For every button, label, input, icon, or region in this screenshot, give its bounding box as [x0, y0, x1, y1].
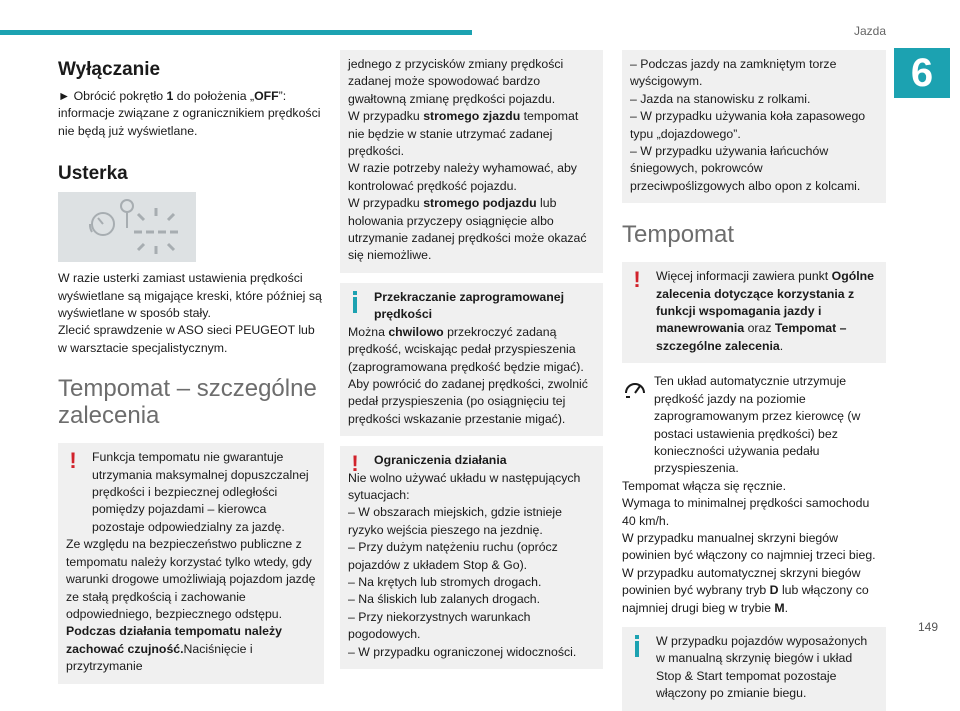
list-item: – Na krętych lub stromych drogach.: [348, 574, 542, 589]
heading-off: Wyłączanie: [58, 59, 161, 80]
page-number: 149: [917, 620, 938, 634]
warning-exclamation-icon: !: [69, 448, 77, 474]
fault-text: W razie usterki zamiast ustawienia prędkości wyświetlane są migające kreski, które później są wyświetlane w sposób stały.: [58, 271, 322, 321]
list-item: – Na śliskich lub zalanych drogach.: [348, 592, 541, 607]
warning-notice-limits: ! Ograniczenia działania Nie wolno używać układu w następujących sytuacjach: – W obszarach miejskich, gdzie istnieje ryzyko wejścia pieszego na jezdnię. – Przy dużym natężeniu ruchu (oprócz pojazdów z układem Stop & Go). – Na krętych lub stromych drogach. – Na śliskich lub zalanych drogach. – Przy niekorzystnych warunkach pogodowych. – W przypadku ograniczonej widoczności.: [340, 446, 603, 669]
list-item: – Przy dużym natężeniu ruchu (oprócz pojazdów z układem Stop & Go).: [348, 540, 558, 572]
list-item: – Jazda na stanowisku z rolkami.: [630, 91, 811, 106]
limits-continuation: [622, 50, 886, 203]
list-item: – W przypadku używania koła zapasowego typu „dojazdowego”.: [630, 109, 866, 141]
warning-exclamation-icon: !: [351, 451, 359, 477]
heading-fault: Usterka: [58, 163, 128, 185]
column-3: – Podczas jazdy na zamkniętym torze wyścigowym. – Jazda na stanowisku z rolkami. – W przypadku używania koła zapasowego typu „dojazdowego”. – W przypadku używania łańcuchów śniegowych, pokrowców przeciwpoślizgowych albo opon z kolcami. Tempomat ! Więcej informacji zawiera punkt Ogólne zalecenia dotyczące korzystania z funkcji wspomagania jazdy i manewrowania oraz Tempomat – szczególne zalecenia. Ten układ automatycznie utrzymuje prędkość jazdy na poziomie zaprogramowanym przez kierowcę (w postaci ustawienia prędkości) bez konieczności używania pedału przyspieszenia. Tempomat włącza się ręcznie. Wymaga to minimalnej prędkości samochodu 40 km/h. W przypadku manualnej skrzyni biegów powinien być włączony co najmniej trzeci bieg. W przypadku automatycznej skrzyni biegów powinien być wybrany tryb D lub włączony co najmniej drugi bieg w trybie M. W przypadku pojazdów wyposażonych w manualną skrzynię biegów i układ Stop & Start tempomat pozostaje włączony po zmianie biegu.: [622, 50, 886, 711]
info-notice-stopstart: W przypadku pojazdów wyposażonych w manualną skrzynię biegów i układ Stop & Start tempomat pozostaje włączony po zmianie biegu.: [622, 627, 886, 711]
column-2: [340, 50, 603, 669]
list-item: – Przy niekorzystnych warunkach pogodowych.: [348, 609, 531, 642]
column-1: [58, 50, 324, 684]
list-item: – W przypadku używania łańcuchów śniegowych, pokrowców przeciwpoślizgowych albo opon z kolcami.: [630, 144, 861, 193]
cruise-control-icon: [622, 375, 648, 401]
warning-continuation: jednego z przycisków zmiany prędkości zadanej może spowodować bardzo gwałtowną zmianę prędkości pojazdu. W przypadku stromego zjazdu tempomat nie będzie w stanie utrzymać zadanej prędkości. W razie potrzeby należy wyhamować, aby kontrolować prędkość pojazdu. W przypadku stromego podjazdu lub holowania przyczepy osiągnięcie albo utrzymanie zadanej prędkości może okazać się niemożliwe.: [340, 50, 603, 273]
list-item: – W obszarach miejskich, gdzie istnieje ryzyko wejścia pieszego na jezdnię.: [348, 505, 562, 537]
speed-limiter-fault-icon: [58, 192, 196, 262]
chapter-number-badge: 6: [894, 48, 950, 98]
warning-notice: ! Funkcja tempomatu nie gwarantuje utrzymania maksymalnej dopuszczalnej prędkości i bezpiecznej odległości pomiędzy pojazdami – kierowca pozostaje odpowiedzialny za jazdę. Ze względu na bezpieczeństwo publiczne z tempomatu należy korzystać tylko wtedy, gdy warunki drogowe umożliwiają pojazdom jazdę ze stałą prędkością i zachowanie odpowiedniego, bezpiecznego odstępu. Podczas działania tempomatu należy zachować czujność.Naciśnięcie i przytrzymanie: [58, 443, 324, 683]
heading-tempomat: Tempomat: [622, 221, 735, 249]
warning-exclamation-icon: !: [633, 267, 641, 293]
warning-notice-reference: ! Więcej informacji zawiera punkt Ogólne zalecenia dotyczące korzystania z funkcji wspomagania jazdy i manewrowania oraz Tempomat – szczególne zalecenia.: [622, 262, 886, 363]
off-instruction: ► Obrócić pokrętło 1 do położenia „OFF”: informacje związane z ogranicznikiem prędkości nie będą już wyświetlane.: [58, 89, 321, 138]
list-item: – Podczas jazdy na zamkniętym torze wyścigowym.: [630, 57, 837, 89]
info-icon: [350, 291, 360, 313]
fault-text-2: Zlecić sprawdzenie w ASO sieci PEUGEOT lub w warsztacie specjalistycznym.: [58, 323, 315, 355]
info-notice-overspeed: Przekraczanie zaprogramowanej prędkości Można chwilowo przekroczyć zadaną prędkość, wciskając pedał przyspieszenia (zaprogramowana prędkość będzie migać). Aby powrócić do zadanej prędkości, zwolnić pedał przyspieszenia (po osiągnięciu tej prędkości wskazanie przestanie migać).: [340, 283, 603, 436]
heading-tempomat-recommendations: Tempomat – szczególne zalecenia: [58, 375, 317, 430]
cruise-description: Ten układ automatycznie utrzymuje prędkość jazdy na poziomie zaprogramowanym przez kierowcę (w postaci ustawienia prędkości) bez konieczności używania pedału przyspieszenia.: [622, 373, 886, 477]
info-icon: [632, 635, 642, 657]
section-label: Jazda: [853, 24, 886, 38]
header-accent-bar: [0, 30, 472, 35]
list-item: – W przypadku ograniczonej widoczności.: [348, 644, 577, 659]
